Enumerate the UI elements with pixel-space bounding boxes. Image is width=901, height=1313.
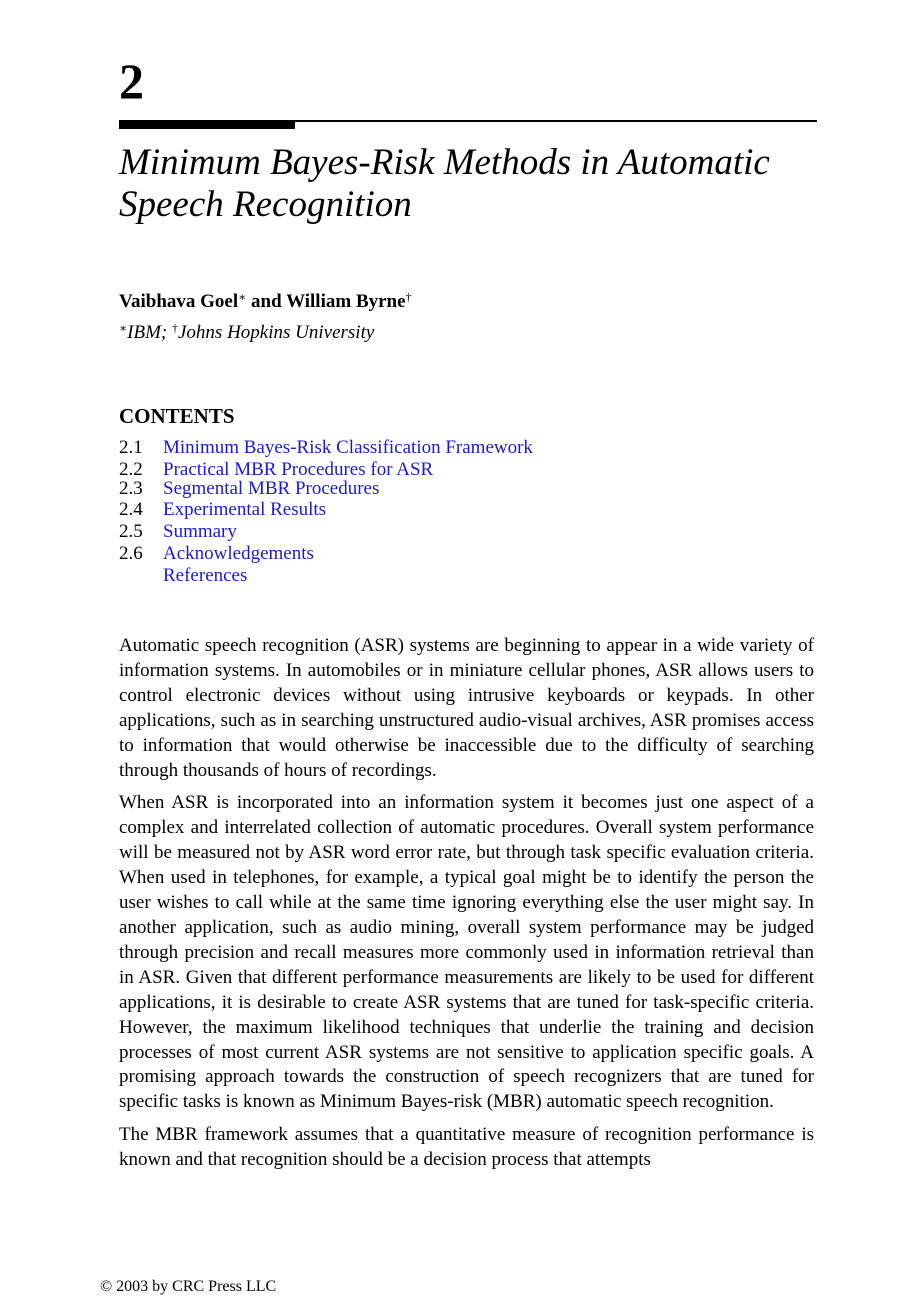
- affiliation-line: [119, 321, 374, 344]
- author-1: Vaibhava Goel: [119, 291, 239, 312]
- author-line: [119, 290, 412, 313]
- paragraph: Automatic speech recognition (ASR) systems are beginning to appear in a wide variety of information systems. In automobiles or in miniature cellular phones, ASR allows users to control electronic devices without using intrusive keyboards or keypads. In other applications, such as in searching unstructured audio-visual archives, ASR promises access to information that would otherwise be inaccessible due to the difficulty of searching through thousands of hours of recordings.: [119, 635, 814, 781]
- author-2: William Byrne: [286, 291, 406, 312]
- copyright-footer: © 2003 by CRC Press LLC: [100, 1278, 277, 1295]
- affiliation-2-mark: †: [172, 321, 178, 335]
- chapter-number: 2: [119, 53, 144, 109]
- affiliation-1-mark: ∗: [119, 321, 128, 335]
- toc-number: 2.4: [119, 499, 143, 520]
- affiliation-2: Johns Hopkins University: [178, 322, 375, 343]
- body-text: [119, 634, 814, 1181]
- affiliation-1: IBM;: [127, 322, 172, 343]
- author-connector: and: [246, 291, 287, 312]
- chapter-rule-thick: [119, 120, 295, 129]
- paragraph: When ASR is incorporated into an information system it becomes just one aspect of a complex and interrelated collection of automatic procedures. Overall system performance will be measured not by ASR word error rate, but through task specific evaluation criteria. When used in telephones, for example, a typical goal might be to identify the person the user wishes to call while at the same time ignoring everything else the user might say. In another application, such as audio mining, overall system performance may be judged through precision and recall measures more commonly used in information retrieval than in ASR. Given that different performance measurements are likely to be used for different applications, it is desirable to create ASR systems that are tuned for task-specific criteria. However, the maximum likelihood techniques that underlie the training and decision processes of most current ASR systems are not sensitive to application specific goals. A promising approach towards the construction of speech recognizers that are tuned for specific tasks is known as Minimum Bayes-risk (MBR) automatic speech recognition.: [119, 792, 814, 1113]
- toc-number: 2.2: [119, 459, 143, 480]
- author-2-mark: †: [405, 290, 412, 304]
- toc-link-classification-framework[interactable]: Minimum Bayes-Risk Classification Framework: [163, 437, 533, 458]
- toc-link-segmental-mbr[interactable]: Segmental MBR Procedures: [163, 478, 380, 499]
- toc-number: 2.1: [119, 437, 143, 458]
- toc-link-summary[interactable]: Summary: [163, 521, 237, 542]
- toc-link-practical-mbr[interactable]: Practical MBR Procedures for ASR: [163, 459, 434, 480]
- chapter-title: [119, 142, 819, 226]
- toc-link-experimental-results[interactable]: Experimental Results: [163, 499, 327, 520]
- toc-number: 2.5: [119, 521, 143, 542]
- author-1-mark: ∗: [238, 290, 247, 304]
- toc-link-references[interactable]: References: [163, 565, 248, 586]
- toc-number: 2.3: [119, 478, 143, 499]
- contents-heading: CONTENTS: [119, 404, 235, 428]
- toc-number: 2.6: [119, 543, 143, 564]
- chapter-title-line1: Minimum Bayes-Risk Methods in Automatic: [119, 142, 770, 183]
- paragraph: The MBR framework assumes that a quantitative measure of recognition performance is known and that recognition should be a decision process that attempts: [119, 1124, 814, 1171]
- chapter-title-line2: Speech Recognition: [119, 184, 412, 225]
- toc-link-acknowledgements[interactable]: Acknowledgements: [163, 543, 314, 564]
